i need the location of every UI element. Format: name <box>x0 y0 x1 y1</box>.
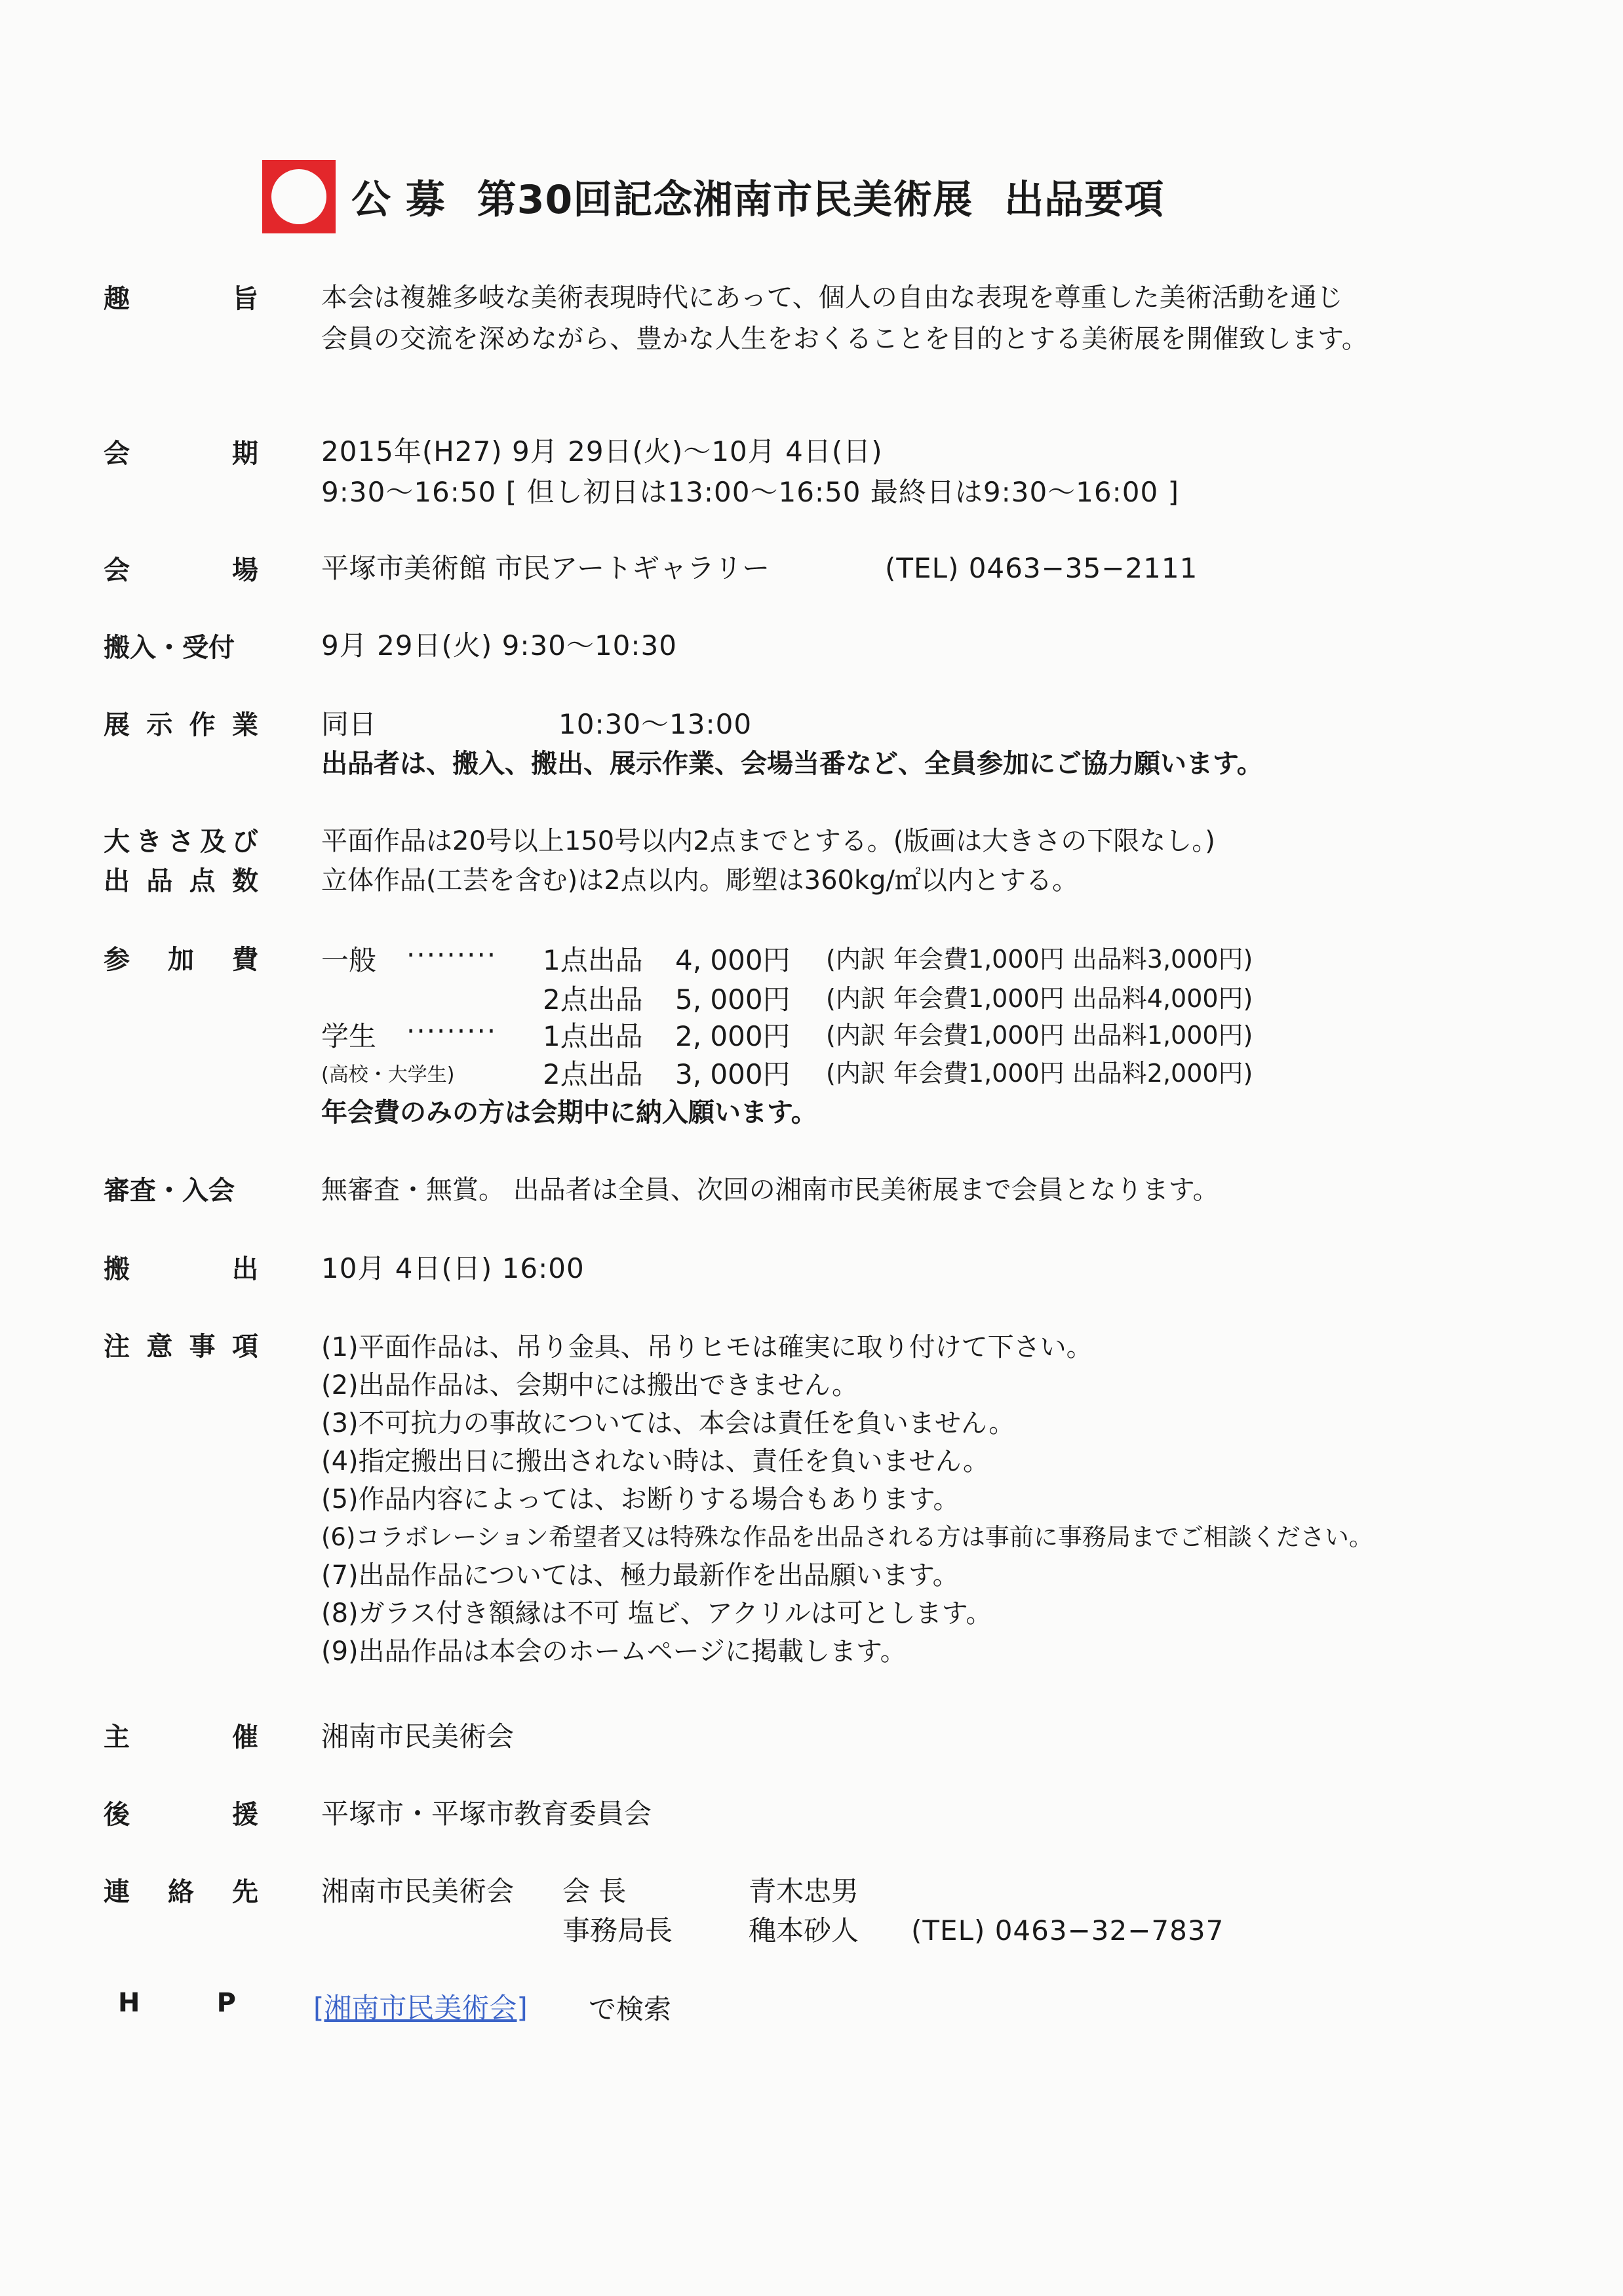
document-page: 公 募 第30回記念湘南市民美術展 出品要項 趣 旨 本会は複雑多岐な美術表現時代にあって、個人の自由な表現を尊重した美術活動を通じ 会員の交流を深めながら、豊かな人生をおくることを目的とする美術展を開催致します。 会 期 2015年(H27) 9月 29日(火)〜10月 4日(日) 9:30〜16:50 [ 但し初日は13:00〜16:50 最終日は9:30〜16:00 ] 会 場 平塚市美術館 市民アートギャラリー (TEL) 0463−35−2111 搬入・受付 9月 29日(火) 9:30〜10:30 展 示 作 業 同日 10:30〜13:00 出品者は、搬入、搬出、展示作業、会場当番など、全員参加にご協力願います。 大 き さ 及 び 出 品 点 数 平面作品は20号以上150号以内2点までとする。(版画は大きさの下限なし。) 立体作品(工芸を含む)は2点以内。彫塑は360kg/㎡以内とする。 参 加 費 一般 ········· 1点出品 4, 000円 (内訳 年会費1,000円 出品料3,000円) 2点出品 5, 000円 (内訳 年会費1,000円 出品料4,000円) 学生 ········· 1点出品 2, 000円 (内訳 年会費1,000円 出品料1,000円) (高校・大学生) 2点出品 3, 000円 (内訳 年会費1,000円 出品料2,000円) 年会費のみの方は会期中に納入願います。 審査・入会 無審査・無賞。 出品者は全員、次回の湘南市民美術展まで会員となります。 搬 出 10月 4日(日) 16:00 注 意 事 項 (1)平面作品は、吊り金具、吊りヒモは確実に取り付けて下さい。 (2)出品作品は、会期中には搬出できません。 (3)不可抗力の事故については、本会は責任を負いません。 (4)指定搬出日に搬出されない時は、責任を負いません。 (5)作品内容によっては、お断りする場合もあります。 (6)コラボレーション希望者又は特殊な作品を出品される方は事前に事務局までご相談ください。 (7)出品作品については、極力最新作を出品願います。 (8)ガラス付き額縁は不可 塩ビ、アクリルは可とします。 (9)出品作品は本会のホームページに掲載します。 主 催 湘南市民美術会 後 援 平塚市・平塚市教育委員会 連 絡 先 湘南市民美術会 会 長 青木忠男 事務局長 穐本砂人 (TEL) 0463−32−7837 H P [湘南市民美術会] で検索 <box>0 0 1623 2296</box>
label-delivery: 搬入・受付 <box>104 633 235 663</box>
note-item: (4)指定搬出日に搬出されない時は、責任を負いません。 <box>321 1446 990 1476</box>
title-main: 第30回記念湘南市民美術展 <box>477 177 973 223</box>
label-contact: 連 絡 先 <box>104 1877 258 1907</box>
size-line-1: 平面作品は20号以上150号以内2点までとする。(版画は大きさの下限なし。) <box>321 826 1215 856</box>
carryout-line: 10月 4日(日) 16:00 <box>321 1252 585 1284</box>
contact-role-secretary: 事務局長 <box>562 1914 673 1947</box>
purpose-line-2: 会員の交流を深めながら、豊かな人生をおくることを目的とする美術展を開催致します。 <box>321 324 1368 354</box>
display-date-label: 同日 <box>321 708 377 740</box>
period-line-2: 9:30〜16:50 [ 但し初日は13:00〜16:50 最終日は9:30〜16:00 ] <box>321 476 1179 508</box>
label-venue: 会 場 <box>104 555 258 585</box>
label-period: 会 期 <box>104 439 258 469</box>
label-size: 大 き さ 及 び <box>104 827 258 857</box>
support-line: 平塚市・平塚市教育委員会 <box>321 1798 652 1830</box>
venue-tel: (TEL) 0463−35−2111 <box>885 552 1198 584</box>
review-line: 無審査・無賞。 出品者は全員、次回の湘南市民美術展まで会員となります。 <box>321 1175 1219 1205</box>
label-hp: H P <box>118 1988 236 2018</box>
page-title <box>351 168 1181 225</box>
venue-name: 平塚市美術館 市民アートギャラリー <box>321 552 770 584</box>
homepage-search-link[interactable]: [湘南市民美術会] <box>313 1992 528 2024</box>
contact-role-president: 会 長 <box>562 1875 627 1907</box>
hp-search-text: で検索 <box>589 1993 672 2025</box>
red-circle-emblem-icon <box>262 160 336 233</box>
period-line-1: 2015年(H27) 9月 29日(火)〜10月 4日(日) <box>321 435 883 467</box>
note-item: (7)出品作品については、極力最新作を出品願います。 <box>321 1560 959 1591</box>
display-time: 10:30〜13:00 <box>558 708 753 740</box>
title-prefix: 公 募 <box>351 177 446 223</box>
display-note: 出品者は、搬入、搬出、展示作業、会場当番など、全員参加にご協力願います。 <box>321 749 1263 779</box>
label-support: 後 援 <box>104 1800 258 1830</box>
label-display: 展 示 作 業 <box>104 710 258 740</box>
note-item: (5)作品内容によっては、お断りする場合もあります。 <box>321 1484 960 1514</box>
note-item: (3)不可抗力の事故については、本会は責任を負いません。 <box>321 1408 1015 1438</box>
label-fee: 参 加 費 <box>104 945 258 975</box>
note-item: (6)コラボレーション希望者又は特殊な作品を出品される方は事前に事務局までご相談ください。 <box>321 1523 1373 1551</box>
title-row <box>262 157 1181 236</box>
contact-name-secretary: 穐本砂人 <box>749 1914 859 1947</box>
contact-org: 湘南市民美術会 <box>321 1875 515 1907</box>
host-line: 湘南市民美術会 <box>321 1720 515 1752</box>
delivery-line: 9月 29日(火) 9:30〜10:30 <box>321 629 677 662</box>
label-host: 主 催 <box>104 1722 258 1752</box>
note-item: (8)ガラス付き額縁は不可 塩ビ、アクリルは可とします。 <box>321 1598 992 1629</box>
purpose-line-1: 本会は複雑多岐な美術表現時代にあって、個人の自由な表現を尊重した美術活動を通じ <box>321 283 1343 313</box>
note-item: (2)出品作品は、会期中には搬出できません。 <box>321 1370 859 1400</box>
title-suffix: 出品要項 <box>1004 177 1165 223</box>
label-carryout: 搬 出 <box>104 1254 258 1284</box>
fee-note: 年会費のみの方は会期中に納入願います。 <box>321 1098 817 1128</box>
label-count: 出 品 点 数 <box>104 866 258 896</box>
note-item: (9)出品作品は本会のホームページに掲載します。 <box>321 1636 907 1667</box>
label-review: 審査・入会 <box>104 1176 235 1206</box>
label-purpose: 趣 旨 <box>104 284 258 314</box>
note-item: (1)平面作品は、吊り金具、吊りヒモは確実に取り付けて下さい。 <box>321 1332 1093 1362</box>
contact-name-president: 青木忠男 <box>749 1875 859 1907</box>
size-line-2: 立体作品(工芸を含む)は2点以内。彫塑は360kg/㎡以内とする。 <box>321 865 1079 896</box>
label-notes: 注 意 事 項 <box>104 1332 258 1362</box>
contact-tel: (TEL) 0463−32−7837 <box>911 1914 1224 1947</box>
